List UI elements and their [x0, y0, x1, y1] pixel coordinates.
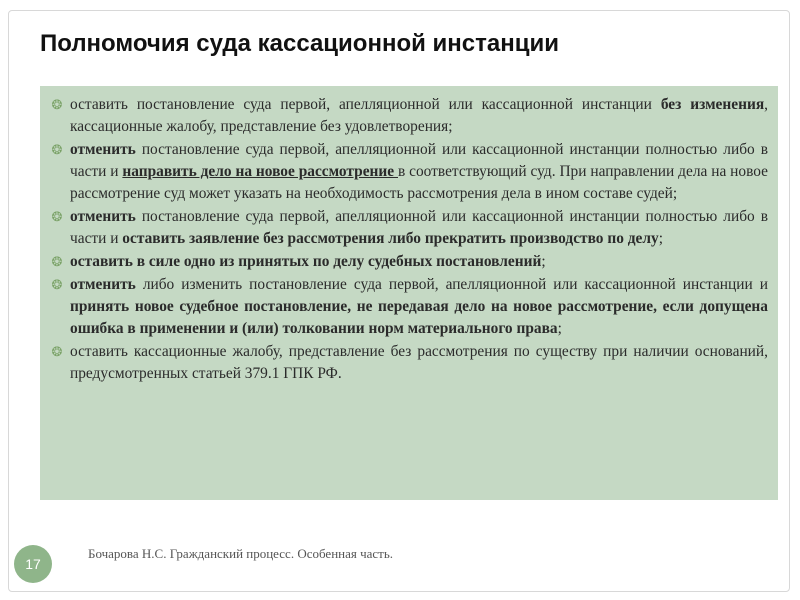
- list-item-text: оставить заявление без рассмотрения либо прекратить производство по делу: [122, 230, 659, 247]
- list-item-text: ;: [658, 230, 663, 247]
- list-item-text: без изменения: [660, 96, 765, 113]
- list-item-text: ;: [557, 320, 562, 337]
- list-item: [50, 94, 768, 138]
- list-item: [50, 206, 768, 250]
- list-item-text: либо изменить постановление суда первой, апелляционной или кассационной инстанции и: [135, 276, 768, 293]
- sparkle-bullet-icon: ❂: [51, 142, 63, 157]
- list-item: [50, 341, 768, 385]
- list-item-text: постановление суда первой, апелляционной или кассационной инстанции полностью либо в части и: [70, 141, 768, 180]
- footer-text: Бочарова Н.С. Гражданский процесс. Особенная часть.: [88, 546, 394, 561]
- list-item-text: ;: [541, 253, 546, 270]
- page-number-badge: 17: [14, 545, 52, 583]
- list-item-text: отменить: [70, 276, 136, 293]
- sparkle-bullet-icon: ❂: [51, 344, 63, 359]
- list-item: [50, 274, 768, 340]
- list-item-text: оставить в силе одно из принятых по делу судебных постановлений: [70, 253, 542, 270]
- list-item-text: оставить кассационные жалобу, представление без рассмотрения по существу при наличии оснований, предусмотренных статьей 379.1 ГПК РФ.: [70, 343, 768, 382]
- sparkle-bullet-icon: ❂: [51, 277, 63, 292]
- sparkle-bullet-icon: ❂: [51, 254, 63, 269]
- sparkle-bullet-icon: ❂: [51, 97, 63, 112]
- slide-title: Полномочия суда кассационной инстанции: [40, 30, 559, 57]
- list-item-text: , кассационные жалобу, представление без удовлетворения;: [70, 96, 769, 135]
- list-item-text: в соответствующий суд. При направлении дела на новое рассмотрение суд может указать на необходимость рассмотрения дела в ином составе судей;: [70, 163, 768, 202]
- list-item-text: отменить: [70, 141, 136, 158]
- list-item-text: оставить постановление суда первой, апелляционной или кассационной инстанции: [70, 96, 661, 113]
- content-panel: [40, 86, 778, 500]
- list-item: [50, 139, 768, 205]
- list-item-text: принять новое судебное постановление, не передавая дело на новое рассмотрение, если допущена ошибка в применении и (или) толковании норм материального права: [70, 298, 768, 337]
- powers-list: [50, 94, 768, 385]
- sparkle-bullet-icon: ❂: [51, 209, 63, 224]
- list-item-text: отменить: [70, 208, 136, 225]
- list-item-text: постановление суда первой, апелляционной или кассационной инстанции полностью либо в части и: [70, 208, 768, 247]
- list-item: [50, 251, 768, 273]
- list-item-text: направить дело на новое рассмотрение: [122, 163, 398, 180]
